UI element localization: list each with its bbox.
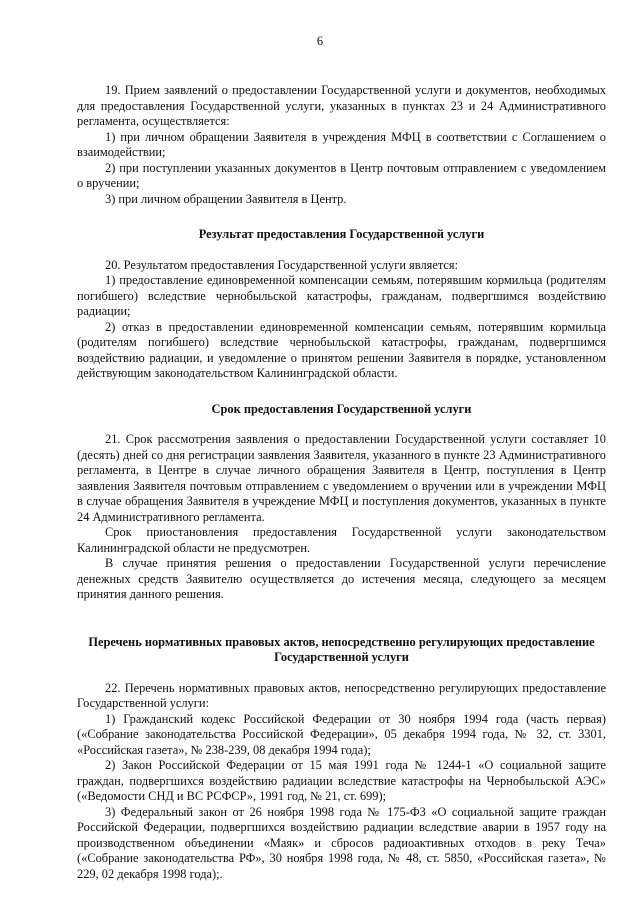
paragraph-22: 22. Перечень нормативных правовых актов, непосредственно регулирующих предоставление Государственной услуги:	[77, 680, 606, 710]
paragraph: Срок приостановления предоставления Государственной услуги законодательством Калининградской области не предусмотрен.	[77, 525, 606, 555]
section-heading-legal-acts: Перечень нормативных правовых актов, непосредственно регулирующих предоставление Государственной услуги	[88, 634, 595, 664]
list-item: 1) предоставление единовременной компенсации семьям, потерявшим кормильца (родителям погибшего) вследствие чернобыльской катастрофы, гражданам, подвергшимся воздействию радиации;	[77, 273, 606, 318]
paragraph-20: 20. Результатом предоставления Государственной услуги является:	[105, 257, 459, 272]
section-heading-term: Срок предоставления Государственной услуги	[211, 401, 472, 416]
document-body	[77, 83, 606, 882]
list-item: 3) Федеральный закон от 26 ноября 1998 года № 175-ФЗ «О социальной защите граждан Российской Федерации, подвергшихся воздействию радиации вследствие аварии в 1957 году на производственном объединении «Маяк» и сбросов радиоактивных отходов в реку Теча» («Собрание законодательства РФ», 30 ноября 1998 года, № 48, ст. 5850, «Российская газета», № 229, 02 декабря 1998 года);.	[77, 804, 606, 881]
list-item: 2) Закон Российской Федерации от 15 мая 1991 года № 1244-1 «О социальной защите граждан, подвергшихся воздействию радиации вследствие катастрофы на Чернобыльской АЭС» («Ведомости СНД и ВС РСФСР», 1991 год, № 21, ст. 699);	[77, 758, 606, 803]
paragraph: В случае принятия решения о предоставлении Государственной услуги перечисление денежных средств Заявителю осуществляется до истечения месяца, следующего за месяцем принятия данного решения.	[77, 556, 606, 601]
list-item: 2) при поступлении указанных документов в Центр почтовым отправлением с уведомлением о вручении;	[77, 160, 606, 190]
page-number: 6	[316, 34, 324, 48]
list-item: 1) при личном обращении Заявителя в учреждения МФЦ в соответствии с Соглашением о взаимодействии;	[77, 129, 606, 159]
section-heading-result: Результат предоставления Государственной услуги	[198, 227, 485, 241]
list-item: 2) отказ в предоставлении единовременной компенсации семьям, потерявшим кормильца (родителям погибшего) вследствие чернобыльской катастрофы, гражданам, подвергшимся воздействию радиации, и уведомление о принятом решении Заявителя в порядке, установленном действующим законодательством Калининградской области.	[77, 319, 606, 380]
list-item: 1) Гражданский кодекс Российской Федерации от 30 ноября 1994 года (часть первая) («Собрание законодательства Российской Федерации», 05 декабря 1994 года, № 32, ст. 3301, «Российская газета», № 238-239, 08 декабря 1994 года);	[77, 711, 606, 757]
paragraph-19: 19. Прием заявлений о предоставлении Государственной услуги и документов, необходимых для предоставления Государственной услуги, указанных в пунктах 23 и 24 Административного регламента, осуществляется:	[77, 83, 606, 128]
list-item: 3) при личном обращении Заявителя в Центр.	[105, 191, 347, 206]
paragraph-21: 21. Срок рассмотрения заявления о предоставлении Государственной услуги составляет 10 (десять) дней со дня регистрации заявления Заявителя, указанного в пункте 23 Административного регламента, в Центре в случае личного обращения Заявителя в Центр, поступления в Центр заявления Заявителя почтовым отправлением с уведомлением о вручении или в учреждении МФЦ в случае обращения Заявителя в учреждение МФЦ и поступления документов, указанных в пункте 24 Административного регламента.	[77, 432, 606, 524]
